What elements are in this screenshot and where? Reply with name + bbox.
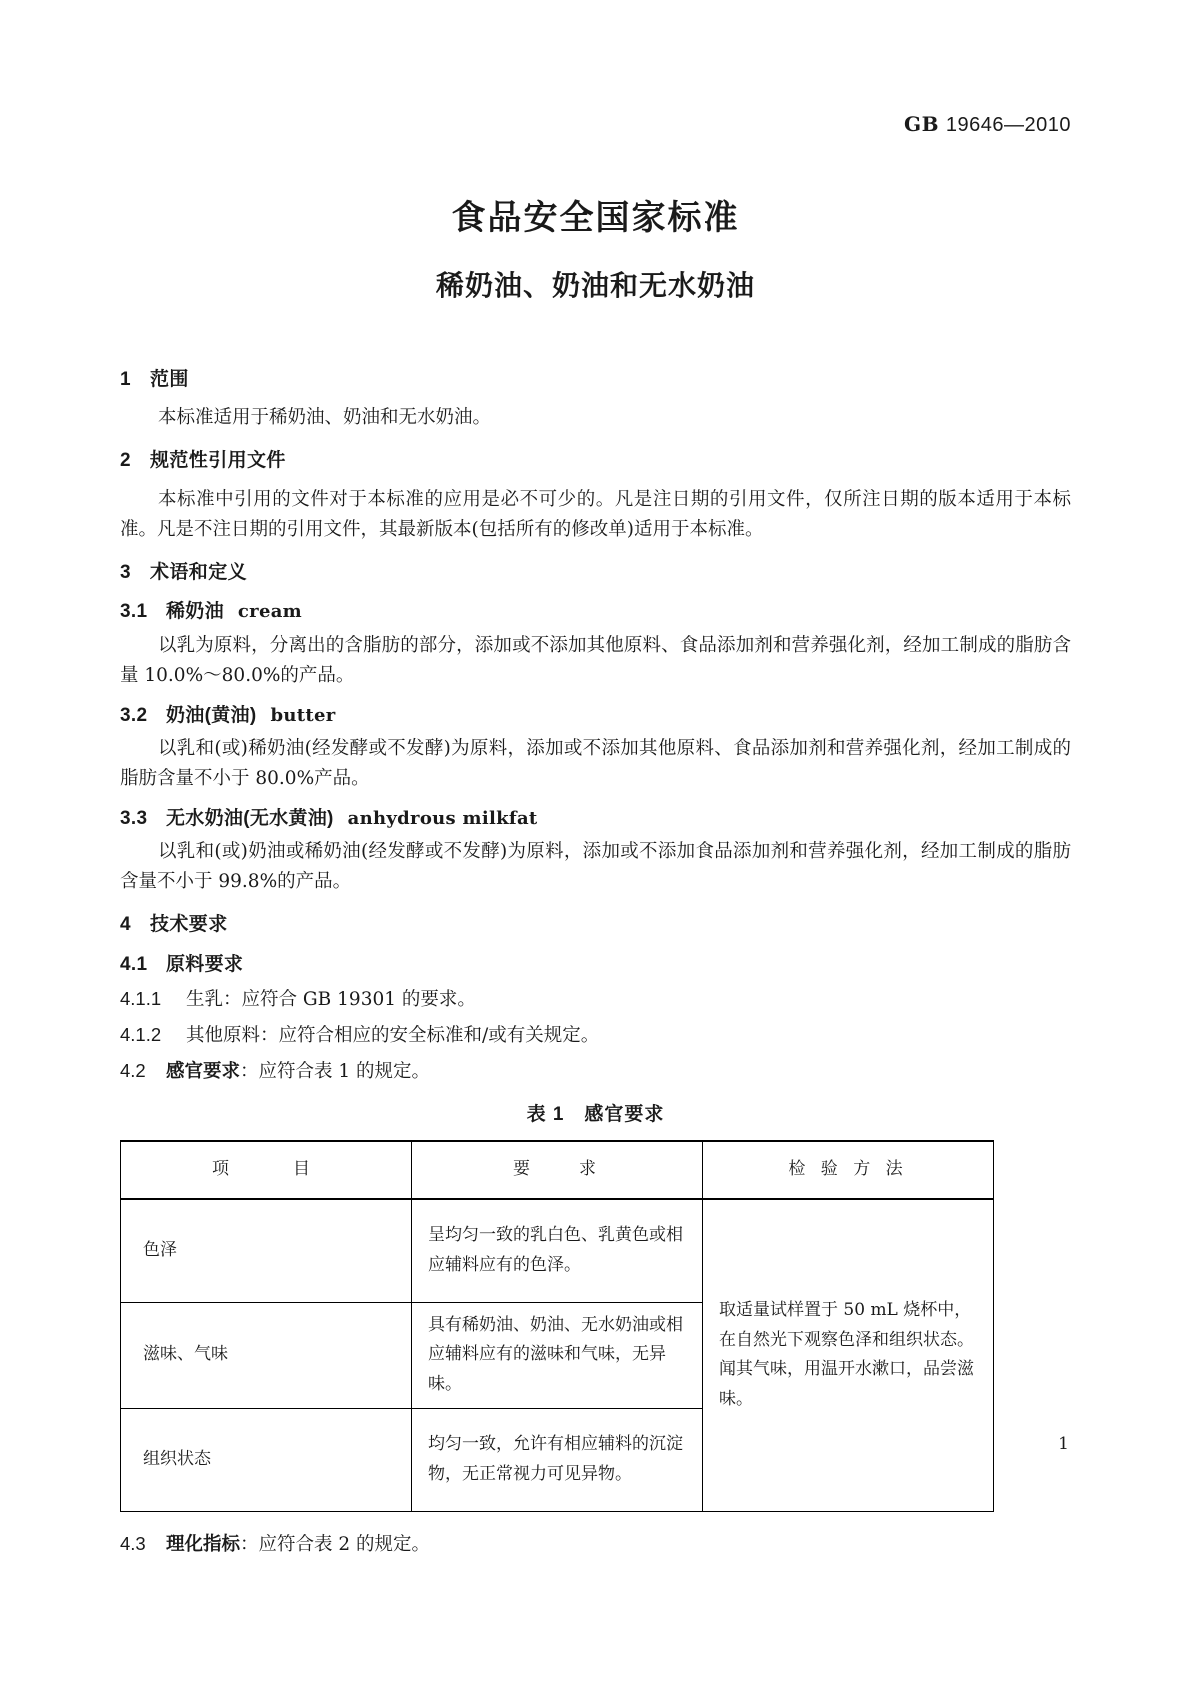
cell-inspection-method: 取适量试样置于 50 mL 烧杯中，在自然光下观察色泽和组织状态。闻其气味，用温开水漱口，品尝滋味。	[703, 1199, 994, 1512]
subsection-3-1-term-en: cream	[237, 601, 303, 623]
clause-4-1-2-number: 4.1.2	[120, 1023, 162, 1045]
section-2-number: 2	[120, 450, 131, 472]
table-1-caption: 表 1 感官要求	[526, 1104, 665, 1126]
subsection-3-2-term-cn: 奶油(黄油)	[166, 704, 257, 726]
section-heading-3	[120, 558, 1071, 587]
subsection-3-1-paragraph: 以乳为原料，分离出的含脂肪的部分，添加或不添加其他原料、食品添加剂和营养强化剂，经加工制成的脂肪含量 10.0%～80.0%的产品。	[120, 634, 1071, 686]
section-3-number: 3	[120, 561, 131, 583]
page-subtitle: 稀奶油、奶油和无水奶油	[435, 270, 755, 302]
subsection-3-3-number: 3.3	[120, 807, 148, 829]
title-block	[120, 196, 1071, 304]
section-heading-2	[120, 446, 1071, 475]
clause-4-2-label: 感官要求	[166, 1059, 241, 1081]
subsection-4-1-number: 4.1	[120, 953, 148, 975]
clause-4-3-body: ：应符合表 2 的规定。	[240, 1533, 431, 1555]
cell-requirement-flavor: 具有稀奶油、奶油、无水奶油或相应辅料应有的滋味和气味，无异味。	[412, 1302, 703, 1408]
clause-4-1-2-body: ：应符合相应的安全标准和/或有关规定。	[260, 1024, 600, 1046]
table-head	[121, 1141, 994, 1199]
document-header	[120, 112, 1071, 137]
subsection-heading-3-3	[120, 804, 1071, 833]
subsection-3-2-term-en: butter	[270, 704, 336, 726]
subsection-3-2-number: 3.2	[120, 704, 148, 726]
subsection-3-3-paragraph: 以乳和(或)奶油或稀奶油(经发酵或不发酵)为原料，添加或不添加食品添加剂和营养强化剂，经加工制成的脂肪含量不小于 99.8%的产品。	[120, 841, 1071, 893]
standard-number: 19646—2010	[945, 114, 1071, 136]
table-body	[121, 1199, 994, 1512]
clause-4-3-label: 理化指标	[166, 1532, 241, 1554]
column-header-item: 项 目	[121, 1141, 412, 1199]
clause-4-1-1	[120, 985, 1071, 1015]
subsection-3-2-paragraph: 以乳和(或)稀奶油(经发酵或不发酵)为原料，添加或不添加其他原料、食品添加剂和营养强化剂，经加工制成的脂肪含量不小于 80.0%产品。	[120, 738, 1071, 789]
clause-4-2-body: ：应符合表 1 的规定。	[240, 1060, 431, 1082]
section-heading-1	[120, 365, 1071, 394]
table-sensory-requirements	[120, 1140, 994, 1512]
section-1-number: 1	[120, 369, 131, 390]
subsection-3-3-term-en: anhydrous milkfat	[347, 807, 538, 829]
clause-4-1-1-label: 生乳	[186, 988, 224, 1010]
subsection-4-1-title: 原料要求	[166, 953, 244, 975]
subsection-3-1-term-cn: 稀奶油	[166, 601, 224, 623]
subsection-heading-3-2	[120, 701, 1071, 730]
clause-4-1-2	[120, 1021, 1071, 1051]
clause-4-3-number: 4.3	[120, 1532, 146, 1554]
section-4-title: 技术要求	[150, 914, 228, 936]
page-title: 食品安全国家标准	[451, 199, 740, 237]
cell-requirement-texture: 均匀一致，允许有相应辅料的沉淀物，无正常视力可见异物。	[412, 1408, 703, 1511]
section-4-number: 4	[120, 914, 131, 936]
cell-item-flavor: 滋味、气味	[121, 1302, 412, 1408]
document-body	[120, 352, 1071, 1564]
subsection-heading-4-1	[120, 950, 1071, 979]
section-heading-4	[120, 910, 1071, 939]
subsection-heading-3-1	[120, 597, 1071, 626]
clause-4-1-2-label: 其他原料	[186, 1023, 261, 1045]
clause-4-3	[120, 1530, 1071, 1560]
clause-4-1-1-body: ：应符合 GB 19301 的要求。	[223, 989, 476, 1011]
subsection-3-1-number: 3.1	[120, 601, 148, 623]
standard-prefix: GB	[904, 112, 940, 136]
section-1-paragraph: 本标准适用于稀奶油、奶油和无水奶油。	[158, 407, 492, 429]
table-header-row	[121, 1141, 994, 1199]
cell-item-color: 色泽	[121, 1199, 412, 1303]
column-header-requirement: 要 求	[412, 1141, 703, 1199]
clause-4-2-number: 4.2	[120, 1059, 146, 1081]
page-number: 1	[1058, 1434, 1069, 1454]
section-2-title: 规范性引用文件	[150, 450, 286, 472]
clause-4-1-1-number: 4.1.1	[120, 988, 162, 1010]
table-row	[121, 1199, 994, 1303]
subsection-3-3-term-cn: 无水奶油(无水黄油)	[166, 807, 334, 829]
section-2-paragraph: 本标准中引用的文件对于本标准的应用是必不可少的。凡是注日期的引用文件，仅所注日期的版本适用于本标准。凡是不注日期的引用文件，其最新版本(包括所有的修改单)适用于本标准。	[120, 488, 1071, 540]
section-3-title: 术语和定义	[150, 561, 248, 583]
cell-requirement-color: 呈均匀一致的乳白色、乳黄色或相应辅料应有的色泽。	[412, 1199, 703, 1303]
section-1-title: 范围	[150, 369, 189, 390]
clause-4-2	[120, 1057, 1071, 1087]
column-header-method: 检 验 方 法	[703, 1141, 994, 1199]
cell-item-texture: 组织状态	[121, 1408, 412, 1511]
